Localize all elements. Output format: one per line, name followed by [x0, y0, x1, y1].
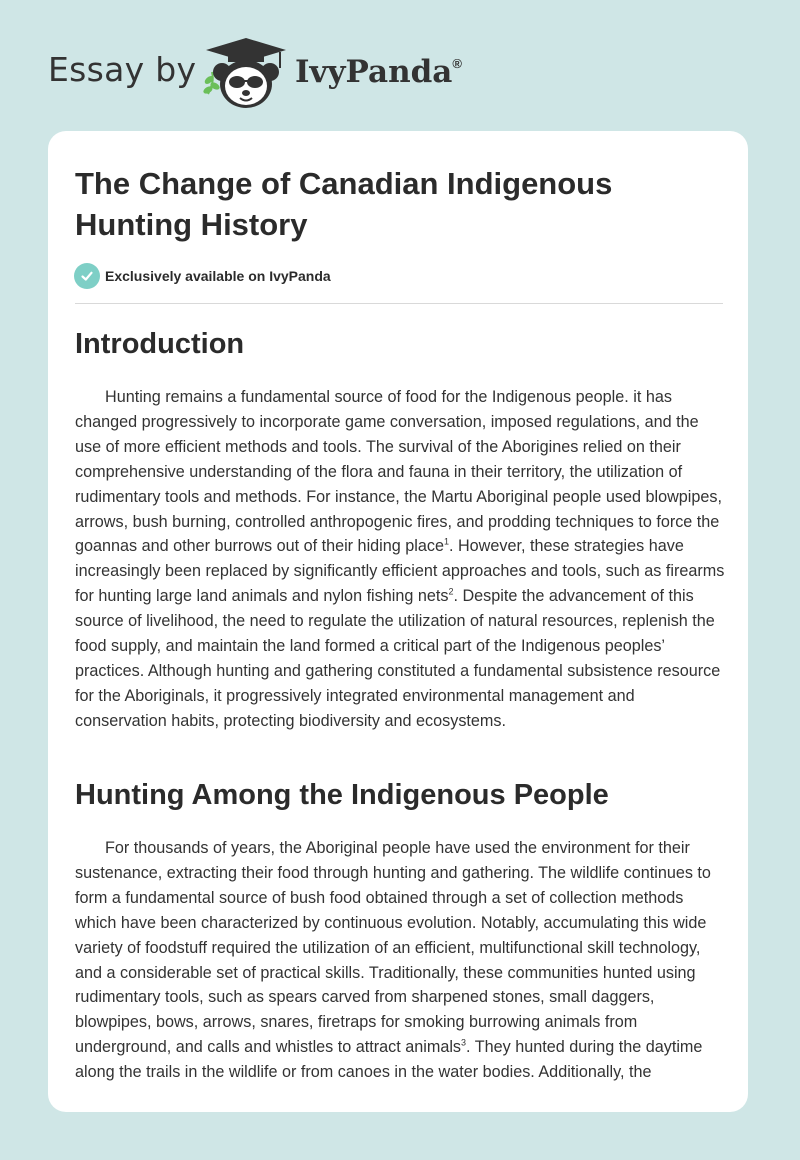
panda-logo-icon[interactable]	[200, 36, 292, 110]
site-header	[0, 0, 800, 130]
brand-text: IvyPanda	[295, 54, 453, 90]
brand-name[interactable]	[295, 54, 462, 90]
footnote-ref-1[interactable]: 1	[443, 537, 449, 548]
footnote-ref-2[interactable]: 2	[448, 586, 454, 597]
essay-card	[48, 131, 748, 1112]
essay-title: The Change of Canadian Indigenous Hunting History	[75, 166, 613, 242]
registered-mark: ®	[452, 56, 462, 71]
paragraph-text: . However, these strategies have increasingly been replaced by significantly efficient approaches and tools, such as firearms for hunting large land animals and nylon fishing nets	[75, 537, 725, 606]
section-heading-introduction: Introduction	[75, 328, 245, 360]
paragraph-text: Hunting remains a fundamental source of food for the Indigenous people. it has changed progressively to incorporate game conversation, imposed regulations, and the use of more efficient methods and tools. The survival of the Aborigines relied on their comprehensive understanding of the flora and fauna in their territory, the utilization of rudimentary tools and methods. For instance, the Martu Aboriginal people used blowpipes, arrows, bush burning, controlled anthropogenic fires, and prodding techniques to force the goannas and other burrows out of their hiding place	[75, 388, 722, 556]
paragraph-text: . Despite the advancement of this source of livelihood, the need to regulate the utilization of natural resources, replenish the food supply, and maintain the land formed a critical part of the Indigenous peoples’ practices. Although hunting and gathering constituted a fundamental subsistence resource for the Aboriginals, it progressively integrated environmental management and conservation habits, protecting biodiversity and ecosystems.	[75, 587, 721, 730]
essay-by-label: Essay by	[48, 50, 197, 89]
section-heading-hunting: Hunting Among the Indigenous People	[75, 779, 609, 811]
paragraph-text: For thousands of years, the Aboriginal people have used the environment for their sustenance, extracting their food through hunting and gathering. The wildlife continues to form a fundamental source of bush food obtained through a set of collection methods which have been characterized by continuous evolution. Notably, accumulating this wide variety of foodstuff required the utilization of an efficient, multifunctional skill technology, and a considerable set of practical skills. Traditionally, these communities hunted using rudimentary tools, such as spears carved from sharpened stones, small daggers, blowpipes, bows, arrows, snares, firetraps for smoking burrowing animals from underground, and calls and whistles to attract animals	[75, 839, 711, 1057]
footnote-ref-3[interactable]: 3	[461, 1037, 467, 1048]
section-paragraph-introduction	[75, 385, 725, 734]
badge-label: Exclusively available on IvyPanda	[105, 268, 331, 284]
paragraph-text: . They hunted during the daytime along the trails in the wildlife or from canoes in the water bodies. Additionally, the	[75, 1038, 703, 1082]
section-paragraph-hunting	[75, 836, 725, 1085]
divider	[75, 303, 723, 304]
exclusive-badge	[74, 263, 331, 289]
checkmark-icon	[74, 263, 100, 289]
